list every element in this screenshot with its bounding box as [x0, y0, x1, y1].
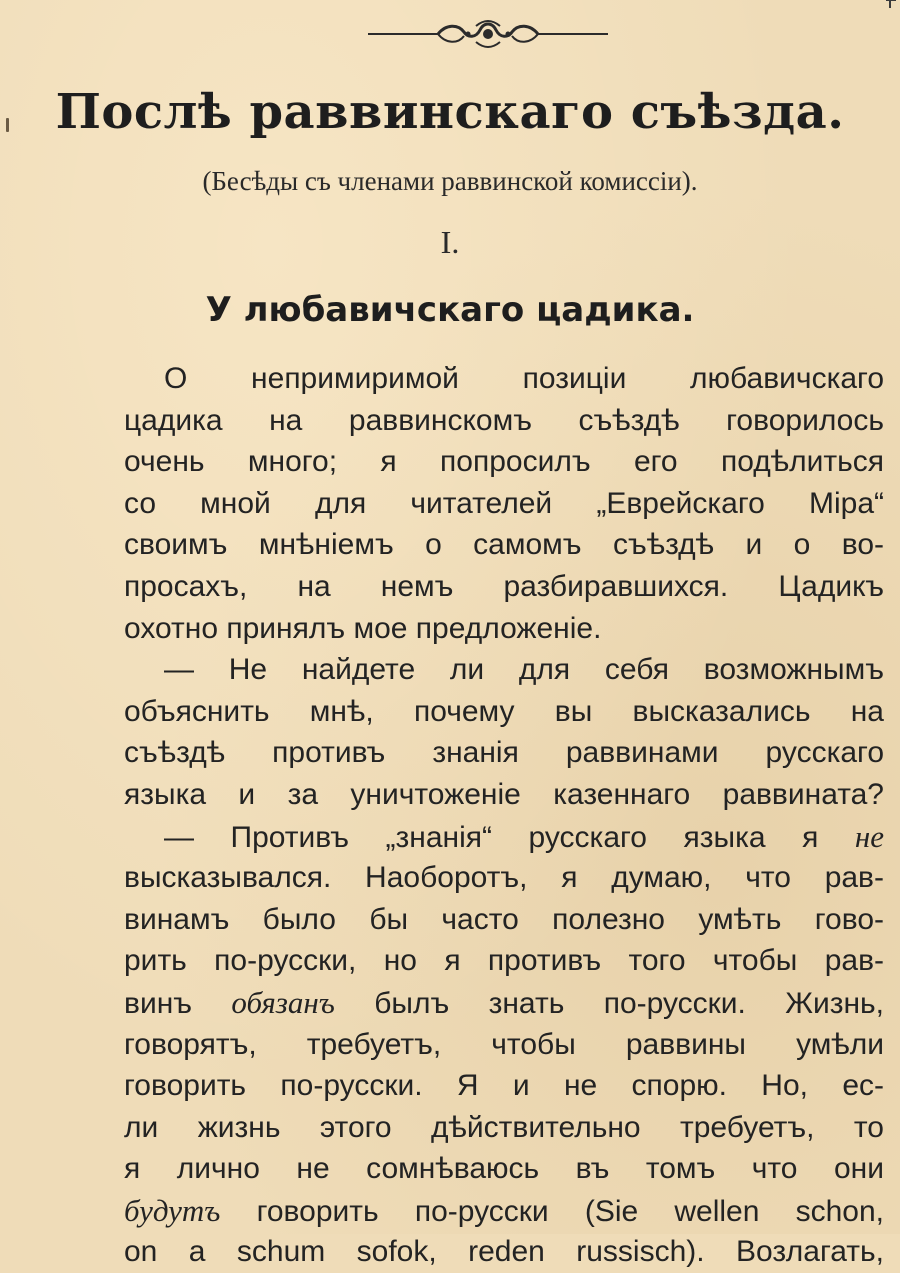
text-line: съѣздѣ противъ знанія раввинами русскаго [124, 736, 884, 770]
text-line: говорить по-русски. Я и не спорю. Но, ес- [124, 1069, 884, 1103]
text-line: — Противъ „знанія“ русскаго языка я не [164, 818, 884, 854]
italic-emphasis: будутъ [124, 1192, 221, 1228]
italic-emphasis: не [854, 818, 884, 854]
decorative-ornament-icon [368, 14, 608, 54]
text-line: своимъ мнѣніемъ о самомъ съѣздѣ и о во- [124, 528, 884, 562]
italic-emphasis: обязанъ [231, 984, 335, 1020]
text-line: высказывался. Наоборотъ, я думаю, что рав- [124, 861, 884, 895]
page-corner-mark [872, 0, 900, 14]
section-number: I. [440, 224, 460, 260]
text-line: цадика на раввинскомъ съѣздѣ говорилось [124, 403, 884, 437]
text-line: говорятъ, требуетъ, чтобы раввины умѣли [124, 1027, 884, 1061]
text-line: рить по-русски, но я противъ того чтобы рав- [124, 944, 884, 978]
text-line: объяснить мнѣ, почему вы высказались на [124, 694, 884, 728]
text-line: on a schum sofok, reden russisch). Возлагать, [124, 1235, 884, 1269]
article-body [124, 358, 884, 1273]
article-title: Послѣ раввинскаго съѣзда. [55, 84, 845, 140]
section-heading: У любавичскаго цадика. [205, 290, 695, 330]
text-line: очень много; я попросилъ его подѣлиться [124, 445, 884, 479]
text-line: охотно принялъ мое предложеніе. [124, 611, 602, 645]
text-line: винамъ было бы часто полезно умѣть гово- [124, 902, 884, 936]
article-subtitle: (Бесѣды съ членами раввинской комиссіи). [202, 166, 698, 196]
text-line: — Не найдете ли для себя возможнымъ [164, 653, 884, 687]
text-line: я лично не сомнѣваюсь въ томъ что они [124, 1152, 884, 1186]
text-line: со мной для читателей „Еврейскаго Міра“ [124, 486, 884, 520]
text-line: винъ обязанъ былъ знать по-русски. Жизнь, [124, 984, 885, 1020]
text-line: ли жизнь этого дѣйствительно требуетъ, то [124, 1110, 884, 1144]
text-line: будутъ говорить по-русски (Sie wellen schon, [124, 1192, 884, 1228]
text-line: просахъ, на немъ разбиравшихся. Цадикъ [124, 569, 884, 603]
text-line: О непримиримой позиціи любавичскаго [164, 362, 884, 395]
text-line: языка и за уничтоженіе казеннаго раввината? [124, 777, 884, 811]
